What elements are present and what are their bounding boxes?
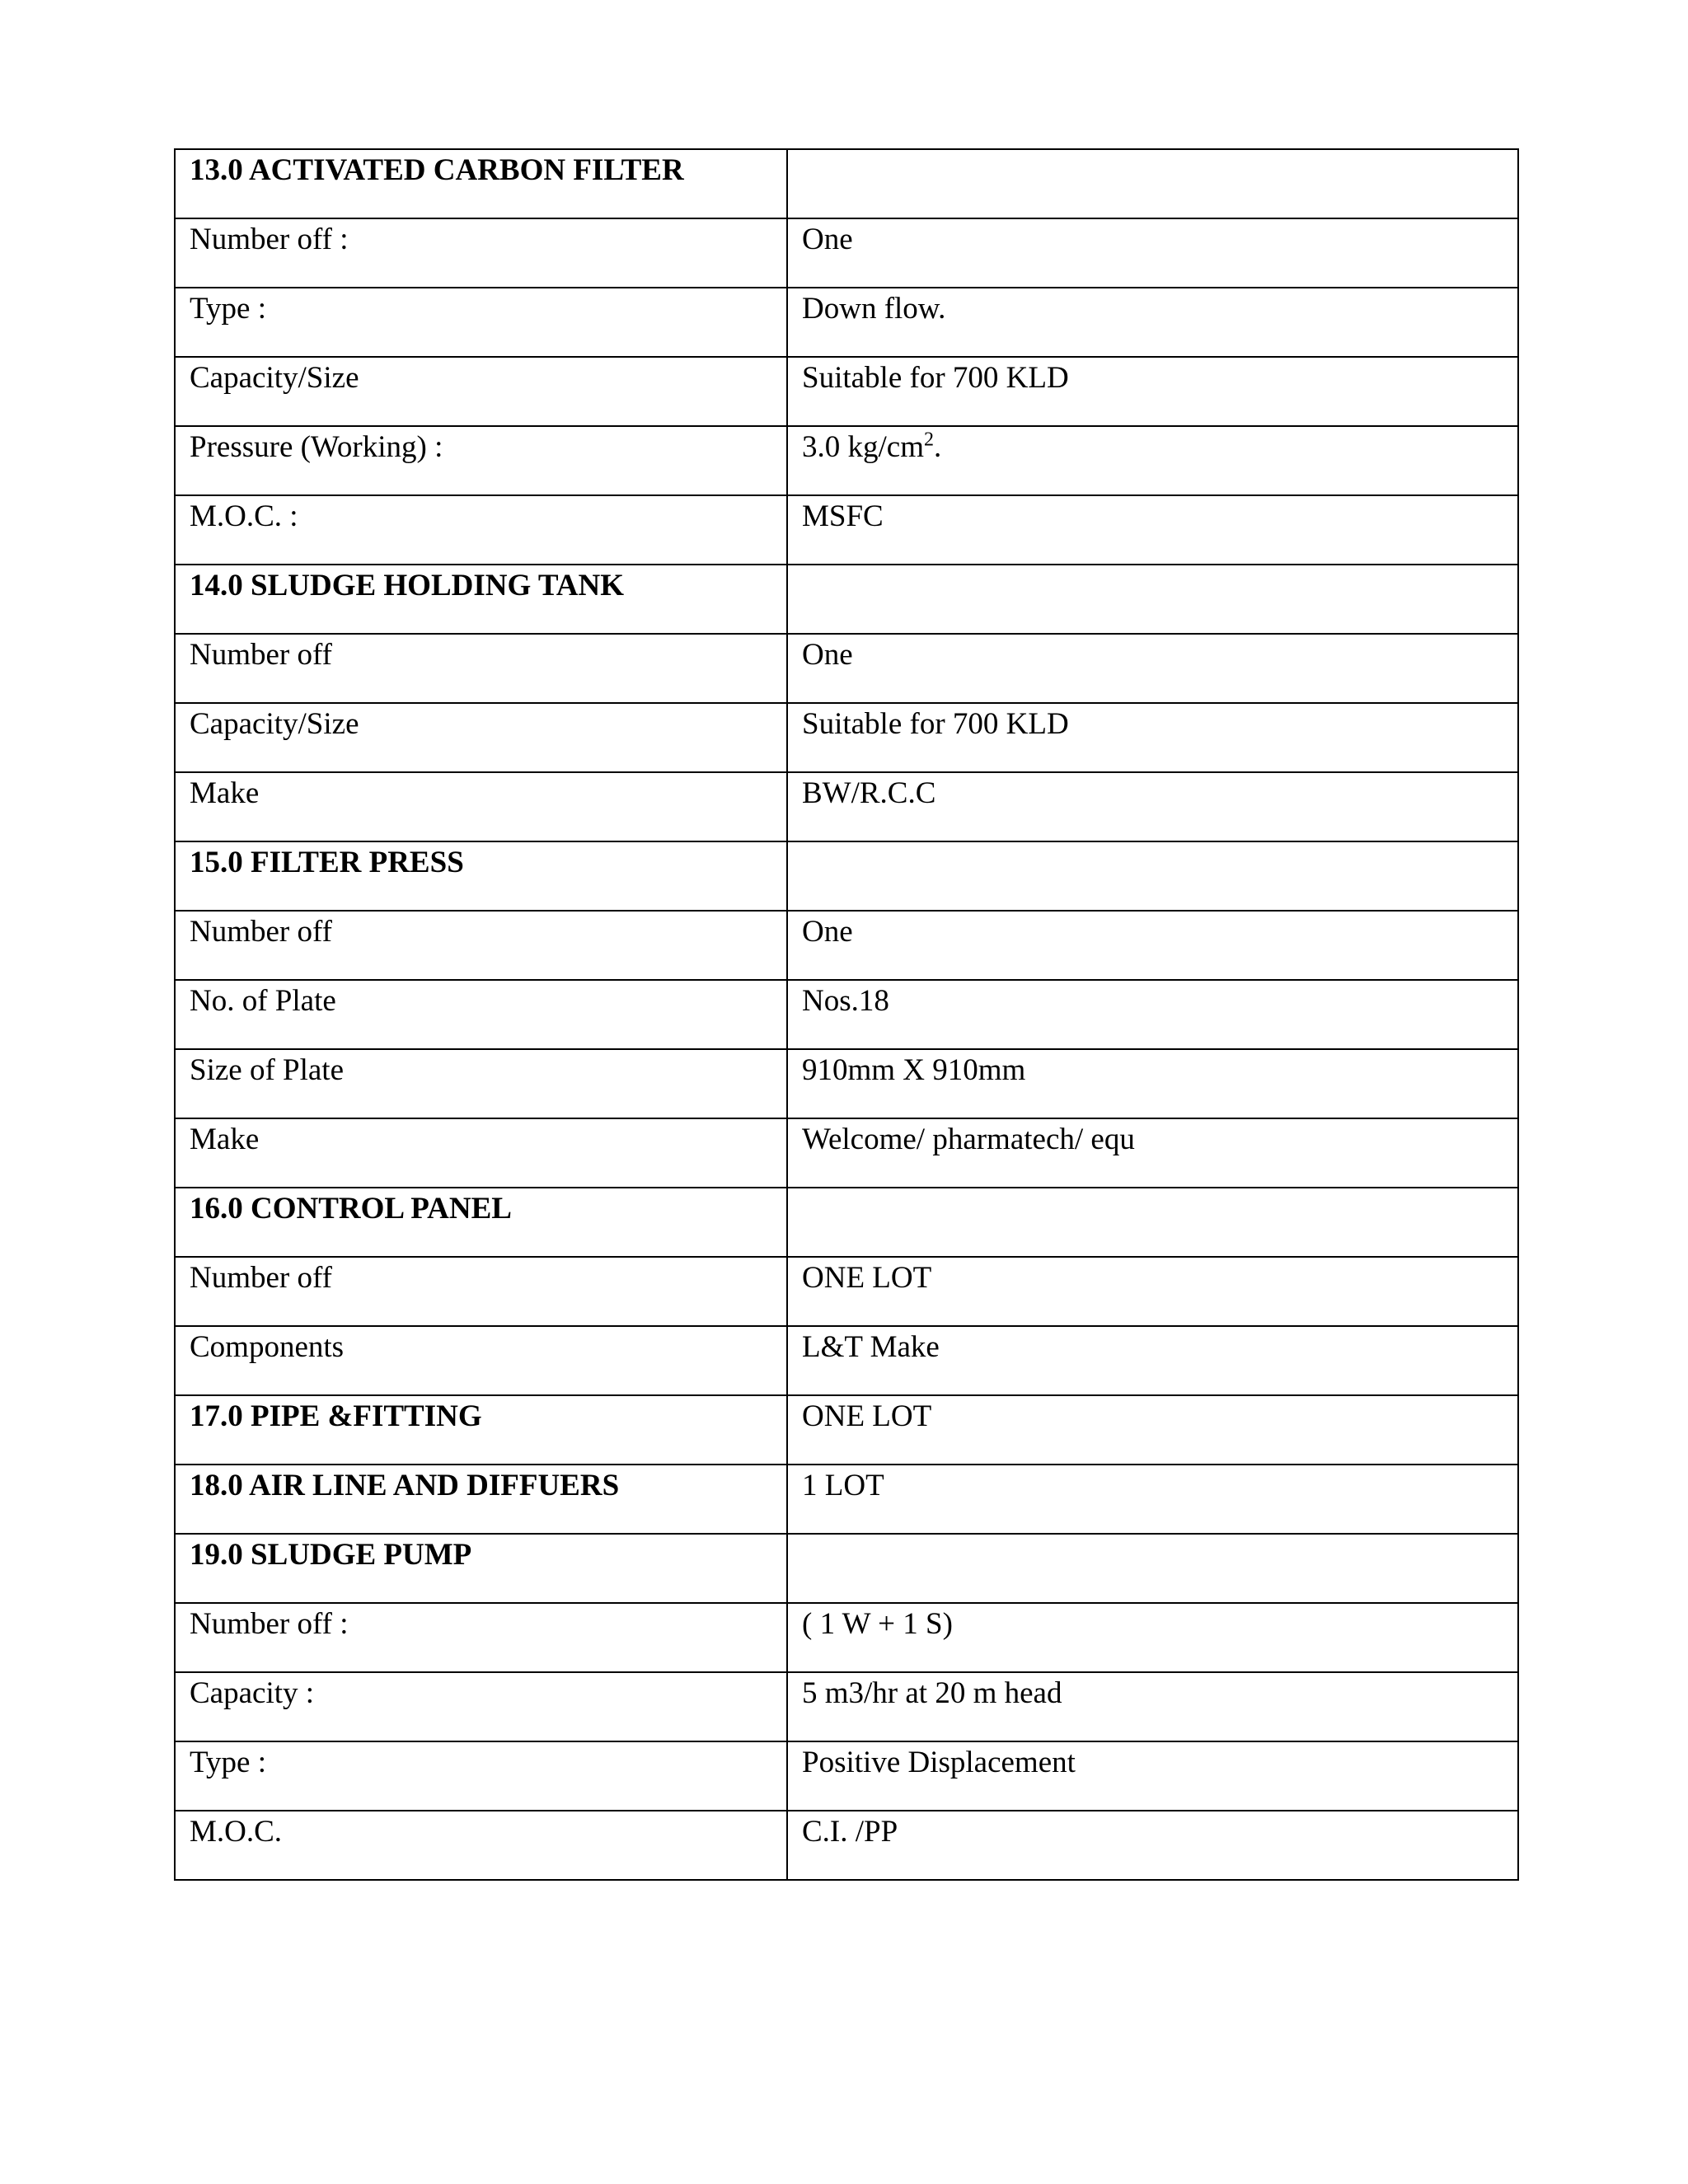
table-row bbox=[175, 1672, 1518, 1741]
spec-label-cell bbox=[175, 218, 787, 288]
spec-label: Number off bbox=[190, 638, 332, 672]
spec-table-body bbox=[175, 149, 1518, 1880]
spec-value-cell bbox=[787, 1326, 1518, 1395]
spec-label-cell bbox=[175, 1603, 787, 1672]
section-title: 15.0 FILTER PRESS bbox=[190, 846, 464, 879]
spec-label: No. of Plate bbox=[190, 984, 336, 1018]
spec-value: L&T Make bbox=[802, 1330, 940, 1364]
section-title-cell bbox=[175, 1534, 787, 1603]
section-title: 16.0 CONTROL PANEL bbox=[190, 1192, 512, 1226]
table-row bbox=[175, 426, 1518, 495]
spec-label: Make bbox=[190, 776, 260, 810]
spec-label: Type : bbox=[190, 1746, 266, 1779]
table-row bbox=[175, 218, 1518, 288]
table-row bbox=[175, 1118, 1518, 1188]
spec-value: ( 1 W + 1 S) bbox=[802, 1607, 953, 1641]
spec-label: Pressure (Working) : bbox=[190, 430, 443, 464]
section-header-row bbox=[175, 1395, 1518, 1465]
spec-label-cell bbox=[175, 634, 787, 703]
spec-value: Suitable for 700 KLD bbox=[802, 707, 1069, 741]
section-title: 18.0 AIR LINE AND DIFFUERS bbox=[190, 1469, 620, 1502]
spec-value-cell bbox=[787, 1603, 1518, 1672]
table-row bbox=[175, 288, 1518, 357]
section-header-row bbox=[175, 149, 1518, 218]
spec-value bbox=[802, 842, 1517, 847]
spec-label-cell bbox=[175, 980, 787, 1049]
spec-value: Nos.18 bbox=[802, 984, 889, 1018]
spec-label-cell bbox=[175, 426, 787, 495]
spec-value-cell bbox=[787, 218, 1518, 288]
spec-value-cell bbox=[787, 1811, 1518, 1880]
spec-label: M.O.C. bbox=[190, 1815, 283, 1849]
spec-value-cell bbox=[787, 703, 1518, 772]
section-header-row bbox=[175, 1465, 1518, 1534]
spec-value: One bbox=[802, 638, 853, 672]
spec-value-cell bbox=[787, 980, 1518, 1049]
spec-value-cell bbox=[787, 565, 1518, 634]
spec-label-cell bbox=[175, 288, 787, 357]
spec-label: Make bbox=[190, 1122, 260, 1156]
spec-label-cell bbox=[175, 495, 787, 565]
table-row bbox=[175, 1049, 1518, 1118]
spec-label-cell bbox=[175, 1118, 787, 1188]
spec-label-cell bbox=[175, 911, 787, 980]
spec-value-base: 3.0 kg/cm bbox=[802, 430, 924, 464]
spec-value-cell bbox=[787, 1188, 1518, 1257]
spec-value-cell bbox=[787, 1049, 1518, 1118]
table-row bbox=[175, 495, 1518, 565]
spec-value: 5 m3/hr at 20 m head bbox=[802, 1676, 1062, 1710]
section-header-row bbox=[175, 565, 1518, 634]
spec-value-cell bbox=[787, 288, 1518, 357]
table-row bbox=[175, 1603, 1518, 1672]
section-header-row bbox=[175, 841, 1518, 911]
spec-label-cell bbox=[175, 703, 787, 772]
spec-value bbox=[802, 150, 1517, 155]
spec-value: MSFC bbox=[802, 499, 884, 533]
spec-label-cell bbox=[175, 1326, 787, 1395]
spec-value-cell bbox=[787, 1465, 1518, 1534]
spec-label-cell bbox=[175, 772, 787, 841]
table-row bbox=[175, 1811, 1518, 1880]
spec-label: Number off : bbox=[190, 223, 349, 256]
section-title: 13.0 ACTIVATED CARBON FILTER bbox=[190, 153, 684, 187]
spec-label-cell bbox=[175, 1672, 787, 1741]
spec-value: BW/R.C.C bbox=[802, 776, 936, 810]
spec-value-cell bbox=[787, 772, 1518, 841]
spec-value-cell bbox=[787, 634, 1518, 703]
spec-label-cell bbox=[175, 1811, 787, 1880]
spec-label: Number off : bbox=[190, 1607, 349, 1641]
spec-value: One bbox=[802, 915, 853, 949]
spec-label: Capacity : bbox=[190, 1676, 315, 1710]
spec-label: Type : bbox=[190, 292, 266, 326]
spec-value-cell bbox=[787, 1672, 1518, 1741]
table-row bbox=[175, 703, 1518, 772]
equipment-spec-table bbox=[174, 148, 1519, 1881]
spec-value-suffix: . bbox=[933, 430, 942, 464]
section-title-cell bbox=[175, 149, 787, 218]
table-row bbox=[175, 772, 1518, 841]
spec-label-cell bbox=[175, 1049, 787, 1118]
table-row bbox=[175, 634, 1518, 703]
spec-value-cell bbox=[787, 426, 1518, 495]
table-row bbox=[175, 1326, 1518, 1395]
section-title-cell bbox=[175, 1395, 787, 1465]
spec-value: C.I. /PP bbox=[802, 1815, 898, 1849]
spec-value-cell bbox=[787, 1118, 1518, 1188]
table-row bbox=[175, 1257, 1518, 1326]
section-title-cell bbox=[175, 841, 787, 911]
spec-value: ONE LOT bbox=[802, 1399, 932, 1433]
table-row bbox=[175, 911, 1518, 980]
spec-label: Size of Plate bbox=[190, 1053, 345, 1087]
section-title-cell bbox=[175, 565, 787, 634]
section-title: 17.0 PIPE &FITTING bbox=[190, 1399, 482, 1433]
spec-label-cell bbox=[175, 357, 787, 426]
spec-value: 1 LOT bbox=[802, 1469, 884, 1502]
spec-value: ONE LOT bbox=[802, 1261, 932, 1295]
section-title-cell bbox=[175, 1465, 787, 1534]
spec-label: M.O.C. : bbox=[190, 499, 298, 533]
spec-label-cell bbox=[175, 1257, 787, 1326]
table-row bbox=[175, 357, 1518, 426]
spec-value-cell bbox=[787, 149, 1518, 218]
spec-value-cell bbox=[787, 911, 1518, 980]
spec-value-cell bbox=[787, 1741, 1518, 1811]
spec-value-cell bbox=[787, 841, 1518, 911]
spec-value: One bbox=[802, 223, 853, 256]
spec-value: Positive Displacement bbox=[802, 1746, 1076, 1779]
section-title-cell bbox=[175, 1188, 787, 1257]
spec-value: Welcome/ pharmatech/ equ bbox=[802, 1122, 1135, 1156]
spec-label-cell bbox=[175, 1741, 787, 1811]
spec-value-cell bbox=[787, 495, 1518, 565]
spec-value-cell bbox=[787, 357, 1518, 426]
table-row bbox=[175, 980, 1518, 1049]
spec-value-cell bbox=[787, 1395, 1518, 1465]
spec-label: Number off bbox=[190, 915, 332, 949]
spec-value-superscript: 2 bbox=[923, 429, 934, 451]
spec-value bbox=[802, 565, 1517, 570]
table-row bbox=[175, 1741, 1518, 1811]
spec-value bbox=[802, 1535, 1517, 1540]
spec-value-cell bbox=[787, 1534, 1518, 1603]
spec-value bbox=[802, 1188, 1517, 1193]
spec-value: Down flow. bbox=[802, 292, 946, 326]
spec-value: Suitable for 700 KLD bbox=[802, 361, 1069, 395]
section-title: 14.0 SLUDGE HOLDING TANK bbox=[190, 569, 624, 602]
spec-value-cell bbox=[787, 1257, 1518, 1326]
section-header-row bbox=[175, 1534, 1518, 1603]
spec-value bbox=[802, 427, 1517, 462]
spec-label: Capacity/Size bbox=[190, 361, 359, 395]
spec-label: Capacity/Size bbox=[190, 707, 359, 741]
spec-label: Components bbox=[190, 1330, 345, 1364]
spec-label: Number off bbox=[190, 1261, 332, 1295]
spec-value: 910mm X 910mm bbox=[802, 1053, 1026, 1087]
section-header-row bbox=[175, 1188, 1518, 1257]
section-title: 19.0 SLUDGE PUMP bbox=[190, 1538, 472, 1572]
